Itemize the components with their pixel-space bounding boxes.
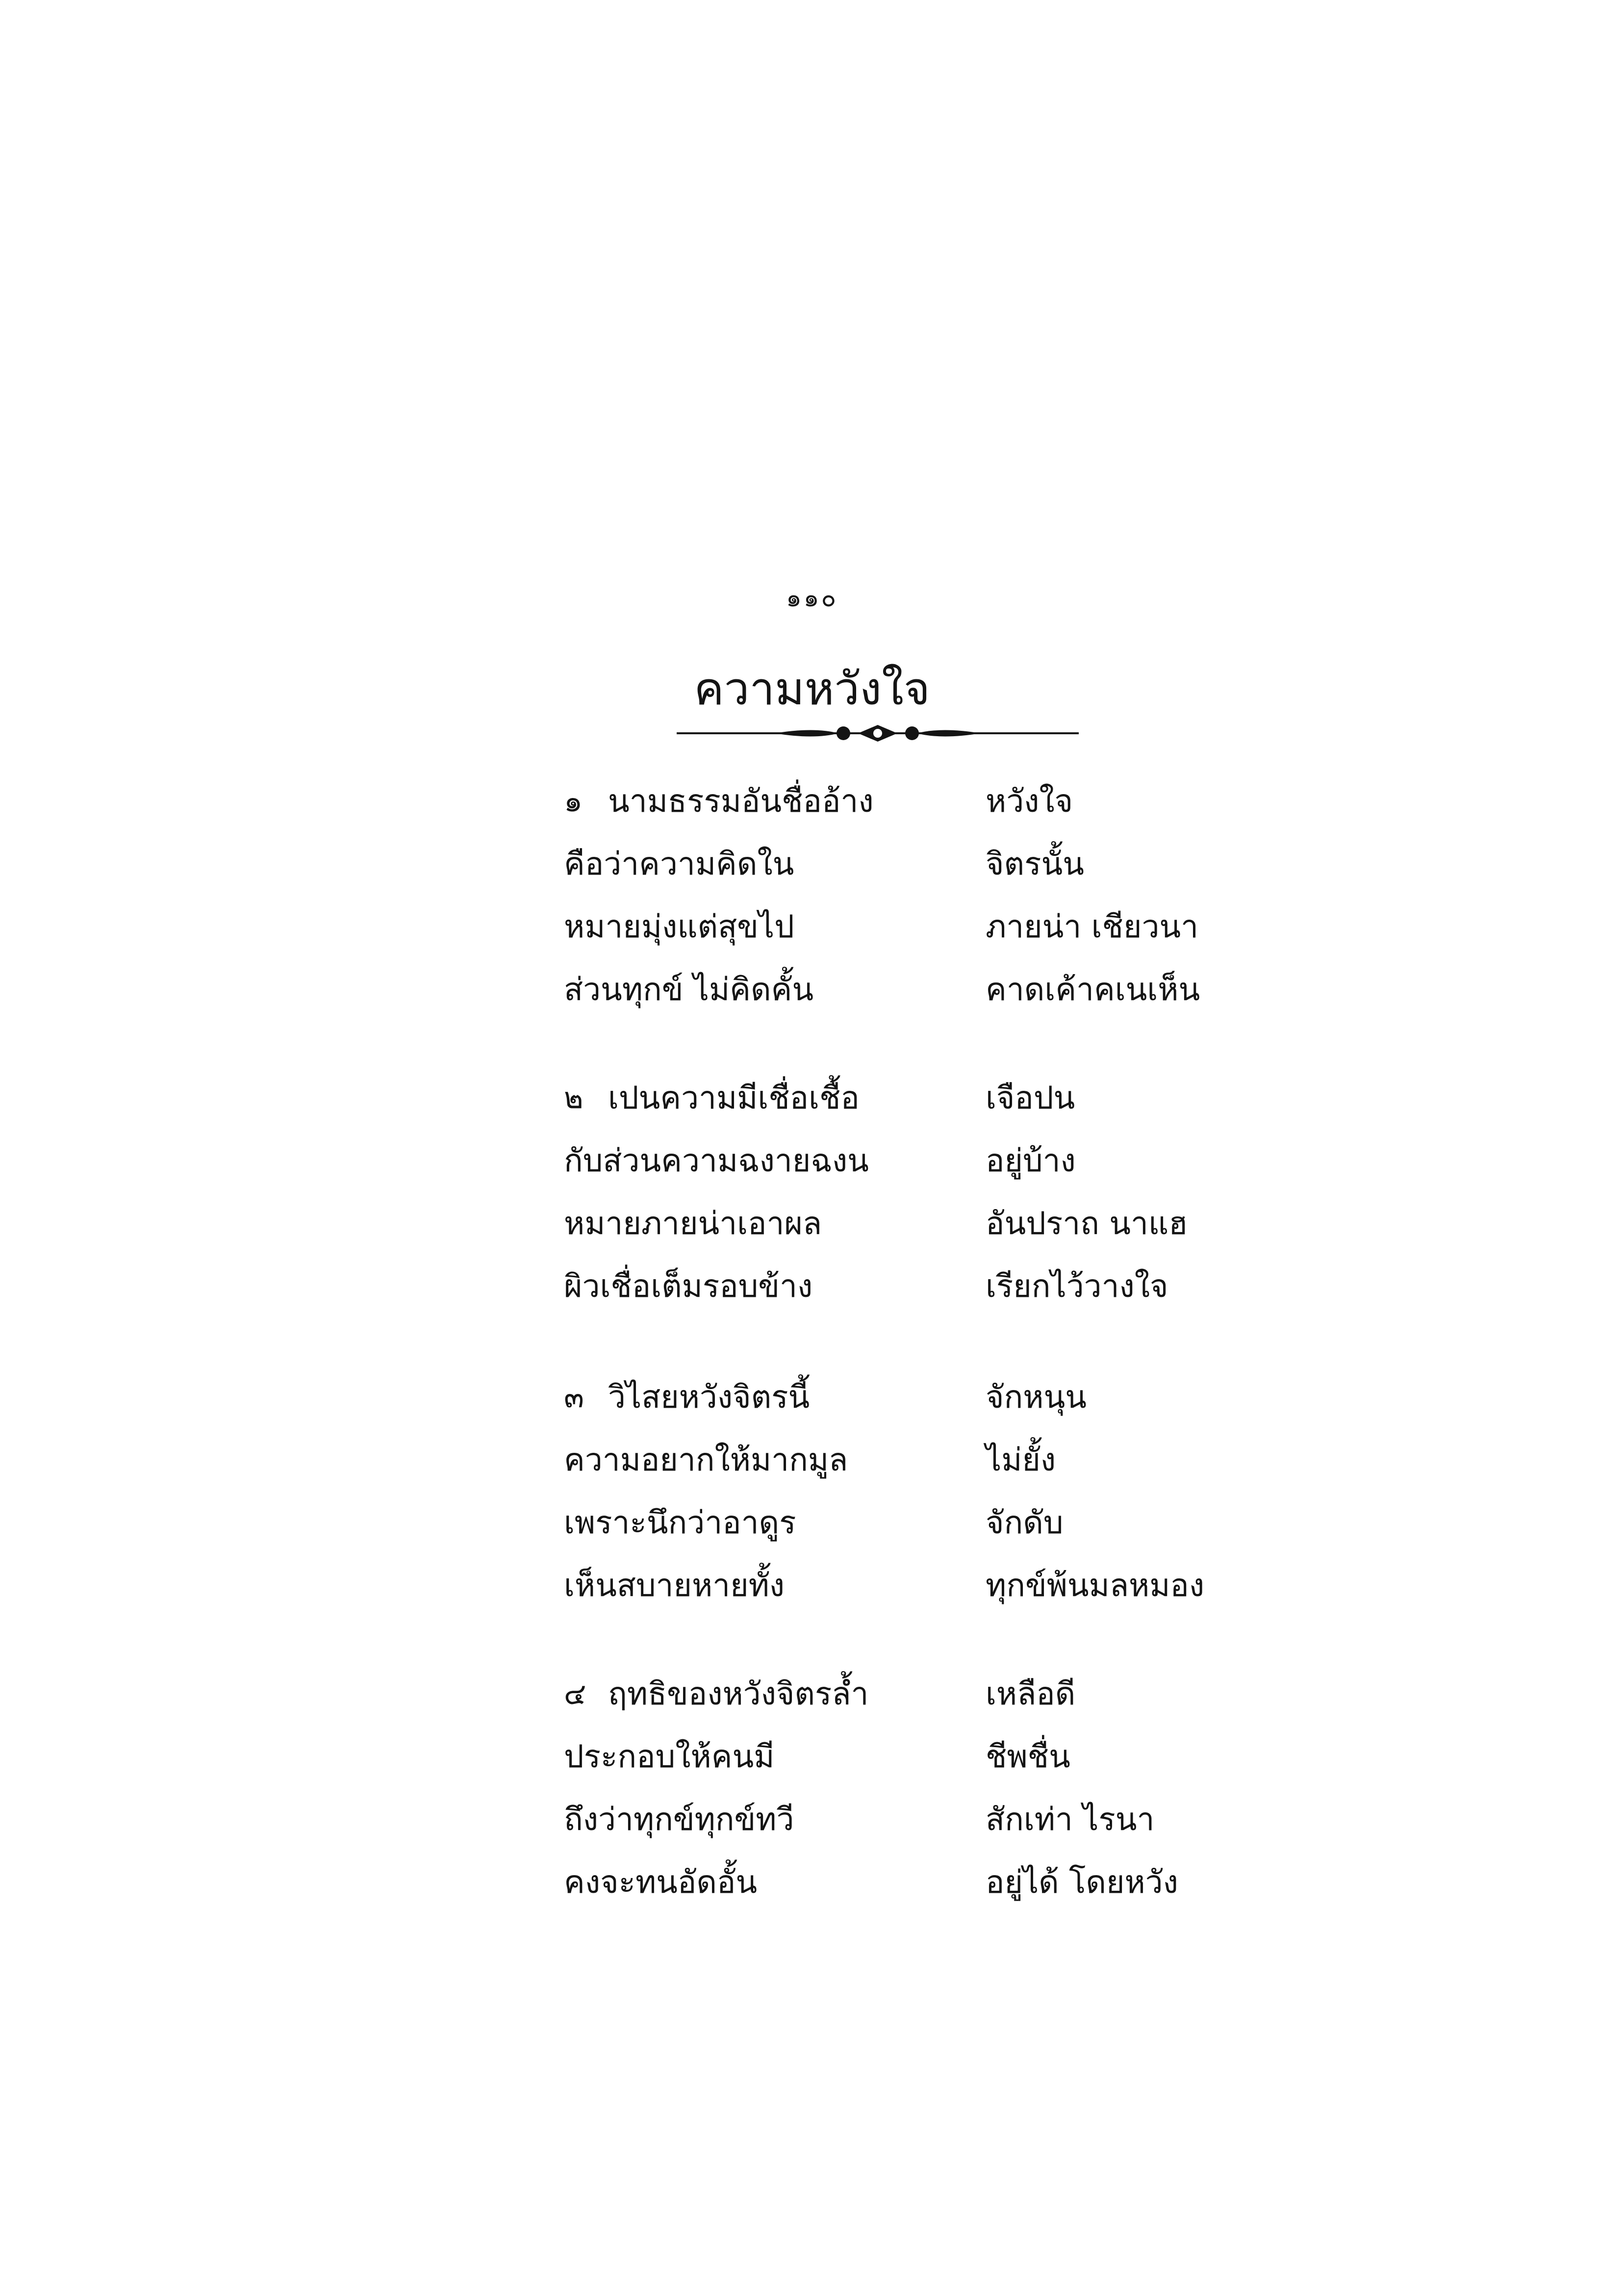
stanza-line xyxy=(564,1554,1250,1617)
verse-right: จิตรนั้น xyxy=(986,846,1084,882)
page-number: ๑๑๐ xyxy=(786,584,838,612)
verse-left: ส่วนทุกข์ ไม่คิดคั้น xyxy=(564,972,814,1008)
verse-left: ความอยากให้มากมูล xyxy=(564,1442,848,1478)
verse-left: ฤทธิของหวังจิตรล้ำ xyxy=(608,1676,869,1712)
verse-left: หมายภายน่าเอาผล xyxy=(564,1206,822,1242)
stanza-line xyxy=(564,1429,1250,1492)
verse-right: อยู่ได้ โดยหวัง xyxy=(986,1864,1178,1901)
verse-right: เหลือดี xyxy=(986,1676,1076,1712)
verse-right: ทุกข์พ้นมลหมอง xyxy=(986,1568,1205,1604)
verse-left: คือว่าความคิดใน xyxy=(564,846,794,882)
verse-right: อันปราถ นาแฮ xyxy=(986,1206,1188,1242)
verse-left: ประกอบให้คนมี xyxy=(564,1739,775,1775)
verse-left: นามธรรมอันชื่ออ้าง xyxy=(608,783,874,820)
stanza-3 xyxy=(564,1366,1250,1617)
verse-right: ชีพชื่น xyxy=(986,1739,1070,1775)
stanza-line xyxy=(564,1130,1250,1192)
stanza-4 xyxy=(564,1663,1250,1914)
verse-right: หวังใจ xyxy=(986,783,1073,820)
stanza-line xyxy=(564,1726,1250,1788)
stanza-number: ๔ xyxy=(564,1677,586,1711)
stanza-line xyxy=(564,1366,1250,1429)
stanza-1 xyxy=(564,770,1250,1021)
stanza-line xyxy=(564,1192,1250,1255)
verse-right: เรียกไว้วางใจ xyxy=(986,1268,1168,1305)
stanza-line xyxy=(564,1663,1250,1726)
stanza-line xyxy=(564,896,1250,958)
verse-right: ไม่ยั้ง xyxy=(986,1442,1056,1478)
stanza-line xyxy=(564,1788,1250,1851)
stanza-line xyxy=(564,1067,1250,1130)
ornament-divider xyxy=(677,716,1079,750)
verse-left: กับส่วนความฉงายฉงน xyxy=(564,1143,869,1179)
verse-left: ถึงว่าทุกข์ทุกข์ทวี xyxy=(564,1802,794,1838)
verse-right: สักเท่า ไรนา xyxy=(986,1802,1155,1838)
verse-right: จักดับ xyxy=(986,1505,1064,1541)
verse-left: ผิวเชื่อเต็มรอบข้าง xyxy=(564,1268,813,1305)
verse-right: เจือปน xyxy=(986,1080,1075,1116)
verse-left: คงจะทนอัดอั้น xyxy=(564,1864,758,1901)
verse-right: จักหนุน xyxy=(986,1379,1087,1416)
stanza-number: ๓ xyxy=(564,1380,584,1415)
stanza-line xyxy=(564,1851,1250,1914)
stanza-number: ๑ xyxy=(564,784,583,819)
verse-right: อยู่บ้าง xyxy=(986,1143,1076,1179)
stanza-line xyxy=(564,1255,1250,1318)
stanza-number: ๒ xyxy=(564,1081,584,1115)
stanza-line xyxy=(564,833,1250,896)
poem-title: ความหวังใจ xyxy=(694,663,930,715)
stanza-2 xyxy=(564,1067,1250,1318)
stanza-line xyxy=(564,770,1250,833)
verse-right: คาดเค้าคเนเห็น xyxy=(986,972,1200,1008)
verse-left: เปนความมีเชื่อเชื้อ xyxy=(608,1080,860,1116)
verse-left: เพราะนึกว่าอาดูร xyxy=(564,1505,796,1541)
stanza-line xyxy=(564,958,1250,1021)
stanza-line xyxy=(564,1492,1250,1554)
verse-left: เห็นสบายหายทั้ง xyxy=(564,1568,785,1604)
verse-right: ภายน่า เชียวนา xyxy=(986,909,1199,945)
verse-left: วิไสยหวังจิตรนี้ xyxy=(608,1379,810,1416)
verse-left: หมายมุ่งแต่สุขไป xyxy=(564,909,794,945)
